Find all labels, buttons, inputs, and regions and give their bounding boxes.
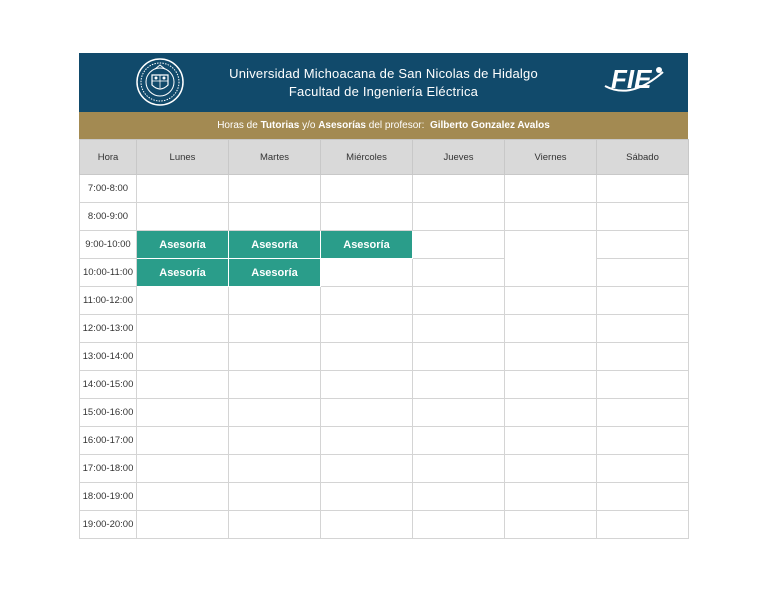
slot-cell [505, 175, 597, 203]
slot-cell [137, 203, 229, 231]
slot-cell [597, 427, 689, 455]
slot-cell [229, 287, 321, 315]
appointment-cell: Asesoría [321, 231, 413, 259]
slot-cell [413, 203, 505, 231]
hour-cell: 8:00-9:00 [80, 203, 137, 231]
hour-cell: 11:00-12:00 [80, 287, 137, 315]
slot-cell [229, 175, 321, 203]
slot-cell [413, 371, 505, 399]
slot-cell [413, 511, 505, 539]
slot-cell [229, 315, 321, 343]
slot-cell [413, 259, 505, 287]
slot-cell [321, 343, 413, 371]
table-row [80, 175, 689, 203]
table-row [80, 455, 689, 483]
hour-cell: 12:00-13:00 [80, 315, 137, 343]
col-header-sabado: Sábado [597, 140, 689, 175]
slot-cell [137, 287, 229, 315]
slot-cell [321, 287, 413, 315]
slot-cell [505, 399, 597, 427]
subbar-prefix: Horas de [217, 120, 258, 131]
slot-cell [597, 315, 689, 343]
header-row [80, 140, 689, 175]
slot-cell [413, 315, 505, 343]
slot-cell [413, 287, 505, 315]
slot-cell [597, 511, 689, 539]
hour-cell: 9:00-10:00 [80, 231, 137, 259]
appointment-cell: Asesoría [137, 259, 229, 287]
slot-cell [229, 343, 321, 371]
slot-cell [321, 483, 413, 511]
slot-cell [597, 343, 689, 371]
slot-cell [597, 259, 689, 287]
hour-cell: 16:00-17:00 [80, 427, 137, 455]
subbar-suffix: del profesor: [368, 120, 425, 131]
slot-cell [413, 455, 505, 483]
slot-cell [413, 175, 505, 203]
table-row [80, 511, 689, 539]
university-seal-icon [135, 57, 185, 107]
col-header-miercoles: Miércoles [321, 140, 413, 175]
slot-cell [505, 427, 597, 455]
subbar-asesorias: Asesorías [318, 120, 366, 131]
slot-cell [321, 455, 413, 483]
slot-cell [229, 399, 321, 427]
subbar-tutorias: Tutorias [260, 120, 300, 131]
slot-cell [321, 399, 413, 427]
slot-cell [505, 371, 597, 399]
table-row [80, 427, 689, 455]
slot-cell [413, 427, 505, 455]
table-row [80, 231, 689, 259]
table-row [80, 259, 689, 287]
hour-cell: 7:00-8:00 [80, 175, 137, 203]
schedule-sheet [79, 53, 688, 539]
fie-logo-text: FIE [611, 64, 652, 94]
hour-cell: 10:00-11:00 [80, 259, 137, 287]
slot-cell [505, 455, 597, 483]
hour-cell: 15:00-16:00 [80, 399, 137, 427]
col-header-viernes: Viernes [505, 140, 597, 175]
appointment-cell: Asesoría [229, 259, 321, 287]
slot-cell [137, 399, 229, 427]
slot-cell [321, 371, 413, 399]
slot-cell [505, 483, 597, 511]
professor-name: Gilberto Gonzalez Avalos [429, 120, 550, 131]
slot-cell [229, 427, 321, 455]
table-row [80, 315, 689, 343]
slot-cell [597, 203, 689, 231]
slot-cell [413, 399, 505, 427]
hour-cell: 14:00-15:00 [80, 371, 137, 399]
slot-cell [597, 483, 689, 511]
slot-cell [137, 511, 229, 539]
slot-cell [137, 343, 229, 371]
slot-cell [413, 483, 505, 511]
col-header-jueves: Jueves [413, 140, 505, 175]
hour-cell: 19:00-20:00 [80, 511, 137, 539]
slot-cell [505, 343, 597, 371]
hour-cell: 18:00-19:00 [80, 483, 137, 511]
col-header-martes: Martes [229, 140, 321, 175]
slot-cell [597, 287, 689, 315]
slot-cell [229, 511, 321, 539]
slot-cell [597, 175, 689, 203]
col-header-hora: Hora [80, 140, 137, 175]
professor-bar [79, 112, 688, 139]
appointment-cell: Asesoría [137, 231, 229, 259]
slot-cell [137, 455, 229, 483]
appointment-cell: Asesoría [229, 231, 321, 259]
table-row [80, 203, 689, 231]
slot-cell [229, 371, 321, 399]
table-row [80, 399, 689, 427]
table-row [80, 483, 689, 511]
slot-cell [505, 203, 597, 231]
slot-cell [321, 427, 413, 455]
table-row [80, 287, 689, 315]
slot-cell [137, 427, 229, 455]
slot-cell [137, 315, 229, 343]
slot-cell [597, 371, 689, 399]
slot-cell [321, 315, 413, 343]
slot-cell [413, 343, 505, 371]
slot-cell [229, 483, 321, 511]
slot-cell [505, 287, 597, 315]
schedule-table [79, 139, 689, 539]
header-banner [79, 53, 688, 112]
slot-cell [413, 231, 505, 259]
slot-cell [137, 371, 229, 399]
subbar-mid: y/o [302, 120, 316, 131]
slot-cell [229, 203, 321, 231]
slot-cell [321, 175, 413, 203]
slot-cell [229, 455, 321, 483]
slot-cell [597, 231, 689, 259]
slot-cell [597, 455, 689, 483]
col-header-lunes: Lunes [137, 140, 229, 175]
university-name: Universidad Michoacana de San Nicolas de Hidalgo [229, 66, 538, 81]
slot-cell [137, 483, 229, 511]
slot-cell [505, 231, 597, 287]
slot-cell [597, 399, 689, 427]
faculty-name: Facultad de Ingeniería Eléctrica [288, 84, 479, 99]
slot-cell [321, 203, 413, 231]
slot-cell [505, 315, 597, 343]
slot-cell [321, 259, 413, 287]
table-row [80, 343, 689, 371]
slot-cell [137, 175, 229, 203]
slot-cell [505, 511, 597, 539]
table-row [80, 371, 689, 399]
fie-logo-icon [601, 60, 667, 102]
hour-cell: 13:00-14:00 [80, 343, 137, 371]
slot-cell [321, 511, 413, 539]
hour-cell: 17:00-18:00 [80, 455, 137, 483]
